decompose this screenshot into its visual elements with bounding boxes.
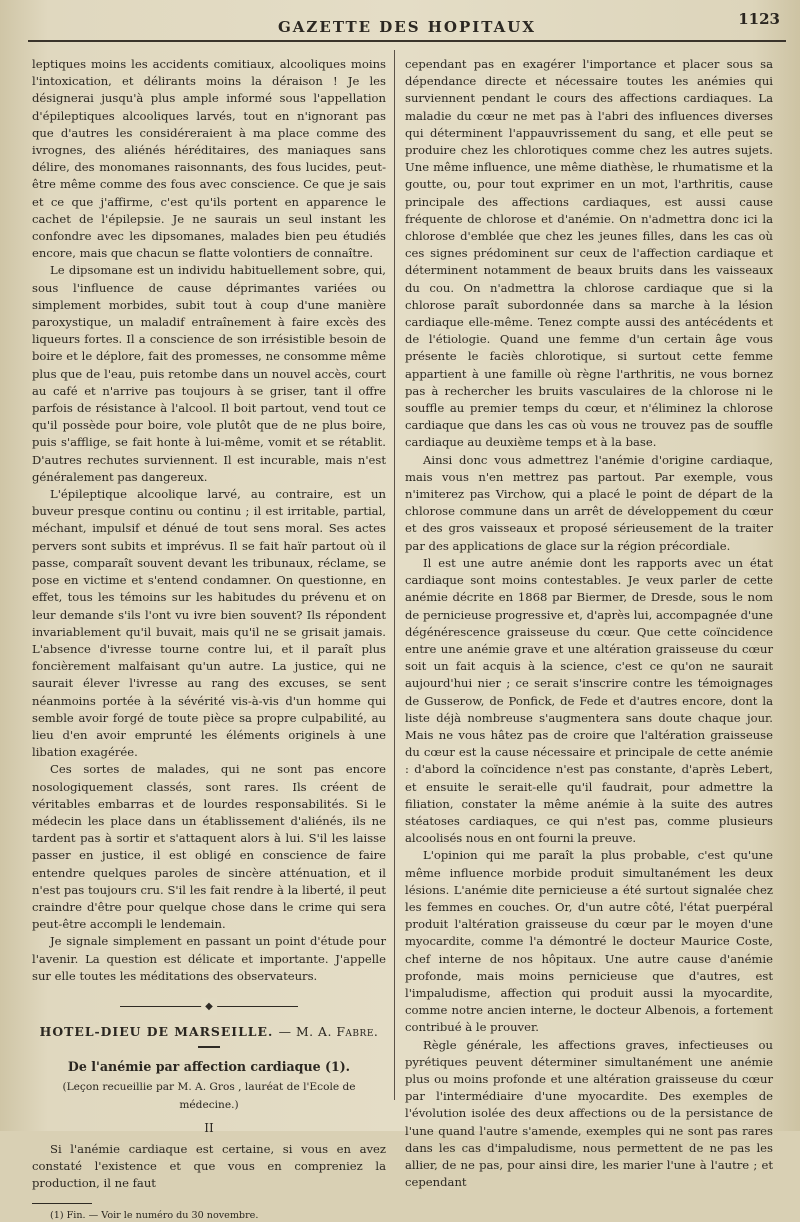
footnote: (1) Fin. — Voir le numéro du 30 novembre. xyxy=(50,1209,259,1221)
paragraph: leptiques moins les accidents comitiaux, alcooliques moins l'intoxication, et délirants moins la déraison ! Je les désignerai jusqu'à plus ample informé sous l'appellation d'épileptiques alcooliques larvés, tout en n'ignorant pas que d'autres les considéreraient à ma place comme des ivrognes, des aliénés héréditaires, des maniaques sans délire, des monomanes raisonnants, des fous lucides, peut-être même comme des fous avec conscience. Ce que je sais et ce que j'affirme, c'est qu'ils portent en apparence le cachet de l'épilepsie. Je ne saurais un seul instant les confondre avec les dipsomanes, malades bien peu étudiés encore, mais que chacun se flatte volontiers de connaître. xyxy=(32,57,386,261)
paragraph: L'opinion qui me paraît la plus probable, c'est qu'une même influence morbide produit simultanément les deux lésions. L'anémie dite pernicieuse a été surtout signalée chez les femmes en couches. Or, d'un autre côté, l'état puerpéral produit l'altération graisseuse du cœur par le moyen d'une myocardite, comme l'a démontré le docteur Maurice Coste, chef interne de nos hôpitaux. Une autre cause d'anémie profonde, mais moins pernicieuse que d'autres, est l'impaludisme, affection qui produit aussi la myocardite, comme notre ancien interne, le docteur Albenois, a fortement contribué à le prouver. xyxy=(405,848,773,1035)
paragraph: Le dipsomane est un individu habituellement sobre, qui, sous l'influence de cause déprimantes variées ou simplement morbides, subit tout à coup d'une manière paroxystique, un maladif entraînement à faire excès des liqueurs fortes. Il a conscience de son irrésistible besoin de boire et le déplore, fait des promesses, ne consomme même plus que de l'eau, puis retombe dans un nouvel accès, court au café et n'arrive pas toujours à se griser, tant il offre parfois de résistance à l'alcool. Il boit partout, vend tout ce qu'il possède pour boire, vole plutôt que de ne plus boire, puis s'afflige, se fait honte à lui-même, vomit et se rétablit. D'autres rechutes surviennent. Il est incurable, mais n'est généralement pas dangereux. xyxy=(32,263,386,484)
paragraph: Il est une autre anémie dont les rapports avec un état cardiaque sont moins contestables. Je veux parler de cette anémie décrite en 1868 par Biermer, de Dresde, sous le nom de pernicieuse progressive et, d'après lui, accompagnée d'une dégénérescence graisseuse du cœur. Que cette coïncidence entre une anémie grave et une altération graisseuse du cœur soit un fait acquis à la science, c'est ce qu'on ne saurait aujourd'hui nier ; ce serait s'inscrire contre les témoignages de Gusserow, de Ponfick, de Fede et d'autres encore, dont la liste déjà nombreuse s'augmentera sans doute chaque jour. Mais ne vous hâtez pas de croire que l'altération graisseuse du cœur est la cause nécessaire et principale de cette anémie : d'abord la coïncidence n'est pas constante, d'après Lebert, et ensuite le serait-elle qu'il faudrait, pour admettre la filiation, constater la même anémie à la suite des autres stéatoses cardiaques, ce qui n'est pas, comme plusieurs alcoolisés nous en ont fourni la preuve. xyxy=(405,555,773,846)
page-header xyxy=(28,8,786,42)
header-rule xyxy=(28,40,786,42)
short-rule xyxy=(198,1046,220,1048)
left-column xyxy=(32,56,386,1222)
paragraph: Règle générale, les affections graves, infectieuses ou pyrétiques peuvent déterminer simultanément une anémie plus ou moins profonde et une altération graisseuse du cœur par l'intermédiaire d'une myocardite. Des exemples de l'évolution isolée des deux affections ou de la persistance de l'une quand l'autre s'amende, exemples qui ne sont pas rares dans les cas d'impaludisme, nous permettent de ne pas les allier, de ne pas, pour ainsi dire, les marier l'une à l'autre ; et cependant xyxy=(405,1037,773,1190)
section-separator xyxy=(32,997,386,1015)
paragraph: Ces sortes de malades, qui ne sont pas encore nosologiquement classés, sont rares. Ils créent de véritables embarras et de lourdes responsabilités. Si le médecin les place dans un établissement d'aliénés, ils ne tardent pas à sortir et s'attaquent alors à lui. S'il les laisse passer en justice, il est obligé en conscience de faire entendre quelques paroles de sincère atténuation, et il n'est pas toujours cru. S'il les fait rendre à la liberté, il peut craindre d'être pour quelque chose dans le crime qui sera peut-être accompli le lendemain. xyxy=(32,762,386,932)
part-numeral: II xyxy=(204,1120,214,1135)
paragraph: Je signale simplement en passant un point d'étude pour l'avenir. La question est délicate et importante. J'appelle sur elle toutes les méditations des observateurs. xyxy=(32,934,386,983)
page-number: 1123 xyxy=(738,10,780,28)
right-column xyxy=(405,56,773,1191)
section-author: — M. A. Fabre. xyxy=(278,1023,379,1039)
section-heading-text: HOTEL-DIEU DE MARSEILLE. xyxy=(39,1023,274,1039)
paragraph: Ainsi donc vous admettrez l'anémie d'origine cardiaque, mais vous n'en mettrez pas partout. Par exemple, vous n'imiterez pas Virchow, qui a placé le point de départ de la chlorose commune dans un arrêt de développement du cœur et des gros vaisseaux et proposé sérieusement de la traiter par des applications de glace sur la région précordiale. xyxy=(405,452,773,553)
paragraph: Si l'anémie cardiaque est certaine, si vous en avez constaté l'existence et que vous en compreniez la production, il ne faut xyxy=(32,1141,386,1191)
paragraph: cependant pas en exagérer l'importance et placer sous sa dépendance directe et nécessaire toutes les anémies qui surviennent pendant le cours des affections cardiaques. La maladie du cœur ne met pas à l'abri des influences diverses qui déterminent l'appauvrissement du sang, et elle peut se produire chez les chlorotiques comme chez les autres sujets. Une même influence, une même diathèse, le rhumatisme et la goutte, ou, pour tout exprimer en un mot, l'arthritis, cause principale des affections cardiaques, est aussi cause fréquente de chlorose et d'anémie. On n'admettra donc ici la chlorose d'emblée que chez les jeunes filles, dans les cas où ces signes prédominent sur ceux de l'affection cardiaque et déterminent notamment de beaux bruits dans les vaisseaux du cou. On n'admettra la chlorose cardiaque que si la chlorose paraît subordonnée dans sa marche à la lésion cardiaque elle-même. Tenez compte aussi des antécédents et de l'étiologie. Quand une femme d'un certain âge vous présente le faciès chlorotique, si surtout cette femme appartient à une famille où règne l'arthritis, ne vous bornez pas à rechercher les bruits vasculaires de la chlorose ni le souffle au premier temps du cœur, et n'éliminez la chlorose cardiaque que dans les cas où vous ne trouvez pas de souffle cardiaque au deuxième temps et à la base. xyxy=(405,57,773,450)
article-title: De l'anémie par affection cardiaque (1). xyxy=(67,1059,351,1075)
column-divider xyxy=(394,50,395,1100)
footnote-rule xyxy=(32,1203,92,1204)
newspaper-title: GAZETTE DES HOPITAUX xyxy=(277,18,536,36)
section-heading xyxy=(32,1023,386,1040)
paragraph: L'épileptique alcoolique larvé, au contraire, est un buveur presque continu ou continu ; il est irritable, partial, méchant, impulsif et dénué de tout sens moral. Ses actes pervers sont subits et imprévus. Il se fait haïr partout où il passe, comparaît souvent devant les tribunaux, réclame, se pose en victime et s'entend condamner. On questionne, en effet, tous les témoins sur les habitudes du prévenu et on leur demande s'ils l'ont vu ivre bien souvent? Ils répondent invariablement qu'il buvait, mais qu'il ne se grisait jamais. L'absence d'ivresse tourne contre lui, et il paraît plus foncièrement malfaisant qu'un autre. La justice, qui ne saurait élever l'ivresse au rang des excuses, se sent néanmoins portée à la sévérité vis-à-vis d'un homme qui semble avoir forgé de toute pièce sa propre culpabilité, au lieu d'en avoir emprunté les éléments originels à une libation exagérée. xyxy=(32,487,386,760)
article-subtitle: (Leçon recueillie par M. A. Gros , lauréat de l'Ecole de médecine.) xyxy=(62,1081,356,1111)
